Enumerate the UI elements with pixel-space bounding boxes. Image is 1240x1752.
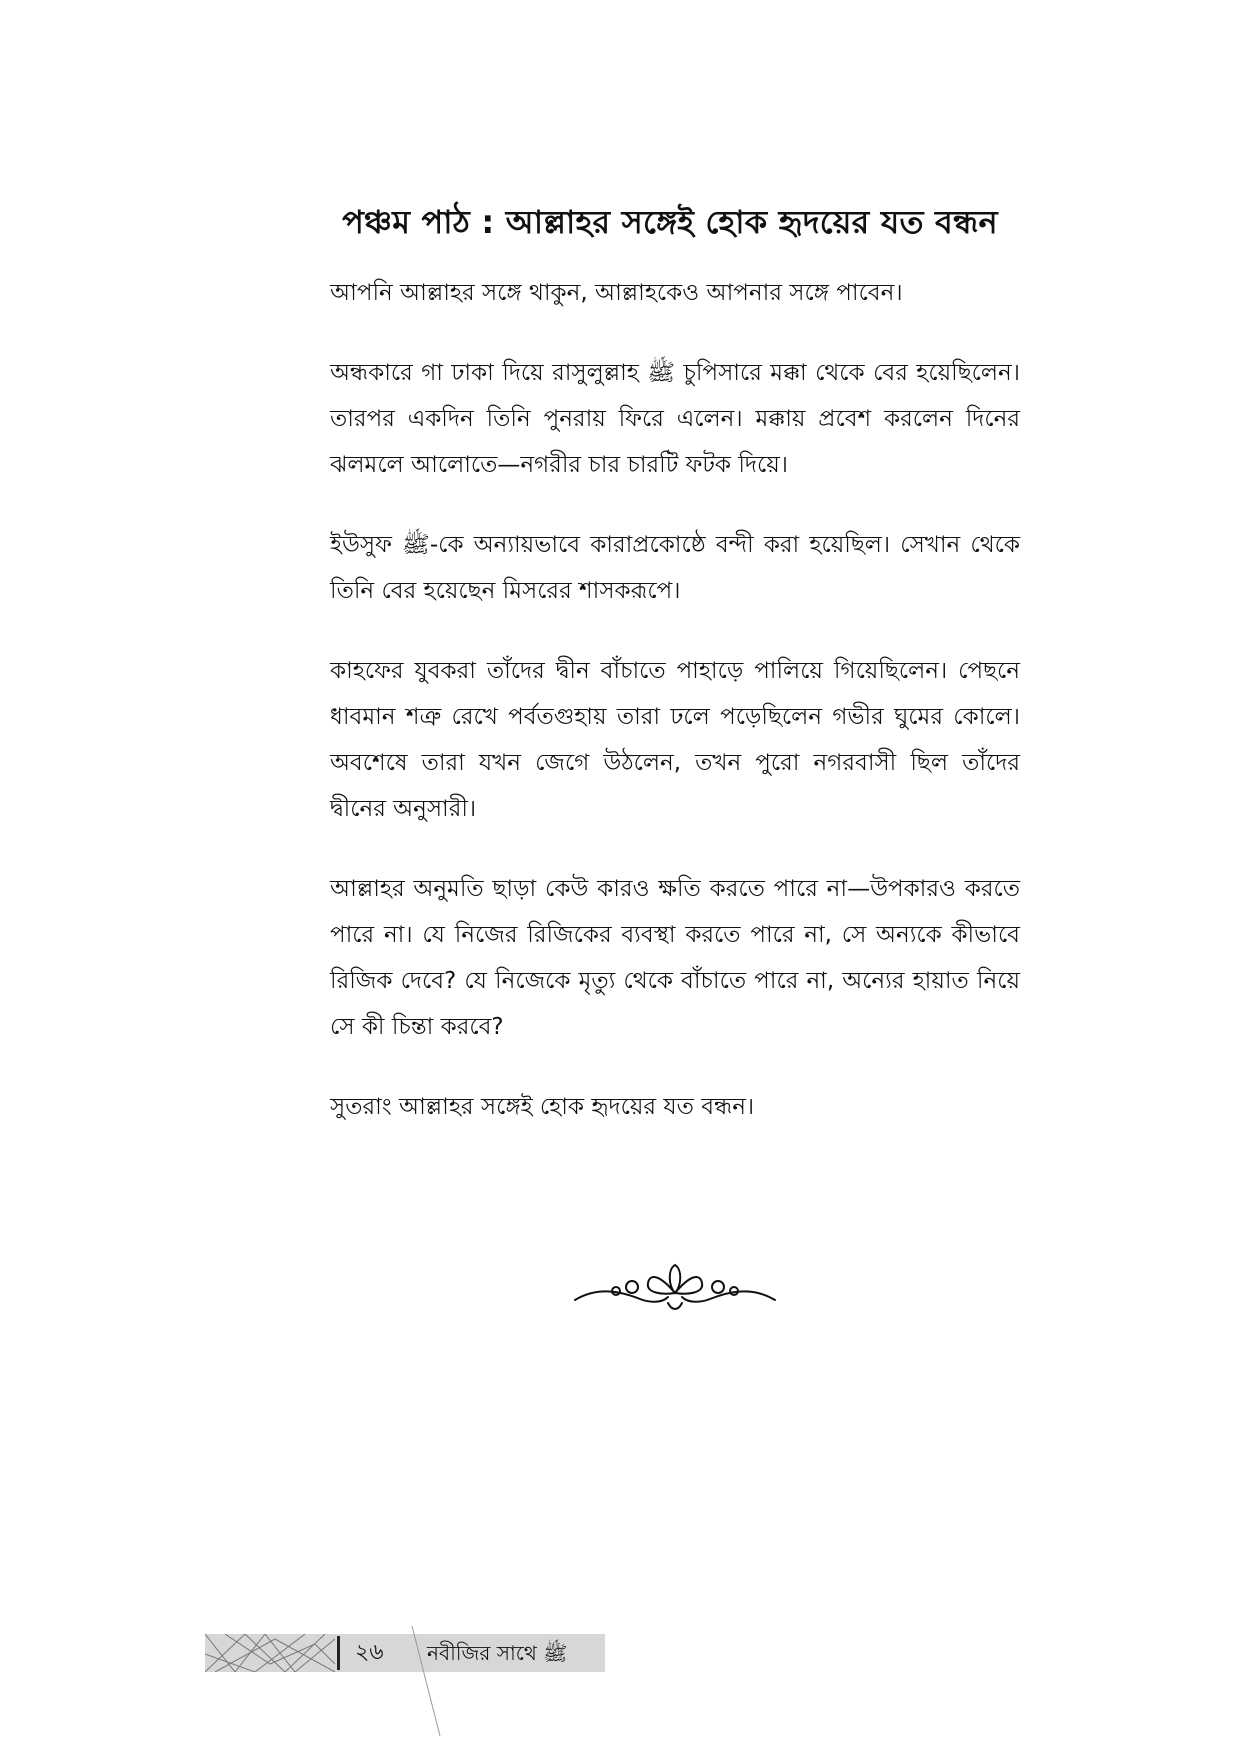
paragraph-3: ইউসুফ ﷺ-কে অন্যায়ভাবে কারাপ্রকোষ্ঠে বন্দী করা হয়েছিল। সেখান থেকে তিনি বের হয়েছেন মিসরের শাসকরূপে। <box>330 532 1020 604</box>
paragraph-1: আপনি আল্লাহর সঙ্গে থাকুন, আল্লাহকেও আপনার সঙ্গে পাবেন। <box>330 280 903 306</box>
page-footer <box>205 1634 605 1674</box>
chapter-body <box>330 270 1020 1164</box>
paragraph-4: কাহফের যুবকরা তাঁদের দ্বীন বাঁচাতে পাহাড়ে পালিয়ে গিয়েছিলেন। পেছনে ধাবমান শত্রু রেখে পর্বতগুহায় তারা ঢলে পড়েছিলেন গভীর ঘুমের কোলে। অবশেষে তারা যখন জেগে উঠলেন, তখন পুরো নগরবাসী ছিল তাঁদের দ্বীনের অনুসারী। <box>330 658 1020 822</box>
geometric-lines-pattern <box>205 1634 335 1672</box>
paragraph-5: আল্লাহর অনুমতি ছাড়া কেউ কারও ক্ষতি করতে পারে না—উপকারও করতে পারে না। যে নিজের রিজিকের ব্যবস্থা করতে পারে না, সে অন্যকে কীভাবে রিজিক দেবে? যে নিজেকে মৃত্যু থেকে বাঁচাতে পারে না, অন্যের হায়াত নিয়ে সে কী চিন্তা করবে? <box>330 876 1020 1040</box>
paragraph-6: সুতরাং আল্লাহর সঙ্গেই হোক হৃদয়ের যত বন্ধন। <box>330 1094 755 1120</box>
flourish-ornament-icon <box>570 1255 780 1325</box>
paragraph-2: অন্ধকারে গা ঢাকা দিয়ে রাসুলুল্লাহ ﷺ চুপিসারে মক্কা থেকে বের হয়েছিলেন। তারপর একদিন তিনি পুনরায় ফিরে এলেন। মক্কায় প্রবেশ করলেন দিনের ঝলমলে আলোতে—নগরীর চার চারটি ফটক দিয়ে। <box>330 360 1020 478</box>
chapter-title: পঞ্চম পাঠ : আল্লাহর সঙ্গেই হোক হৃদয়ের যত বন্ধন <box>342 203 998 241</box>
page-number: ২৬ <box>355 1640 384 1665</box>
footer-divider <box>337 1636 340 1670</box>
book-title: নবীজির সাথে ﷺ <box>427 1641 568 1665</box>
